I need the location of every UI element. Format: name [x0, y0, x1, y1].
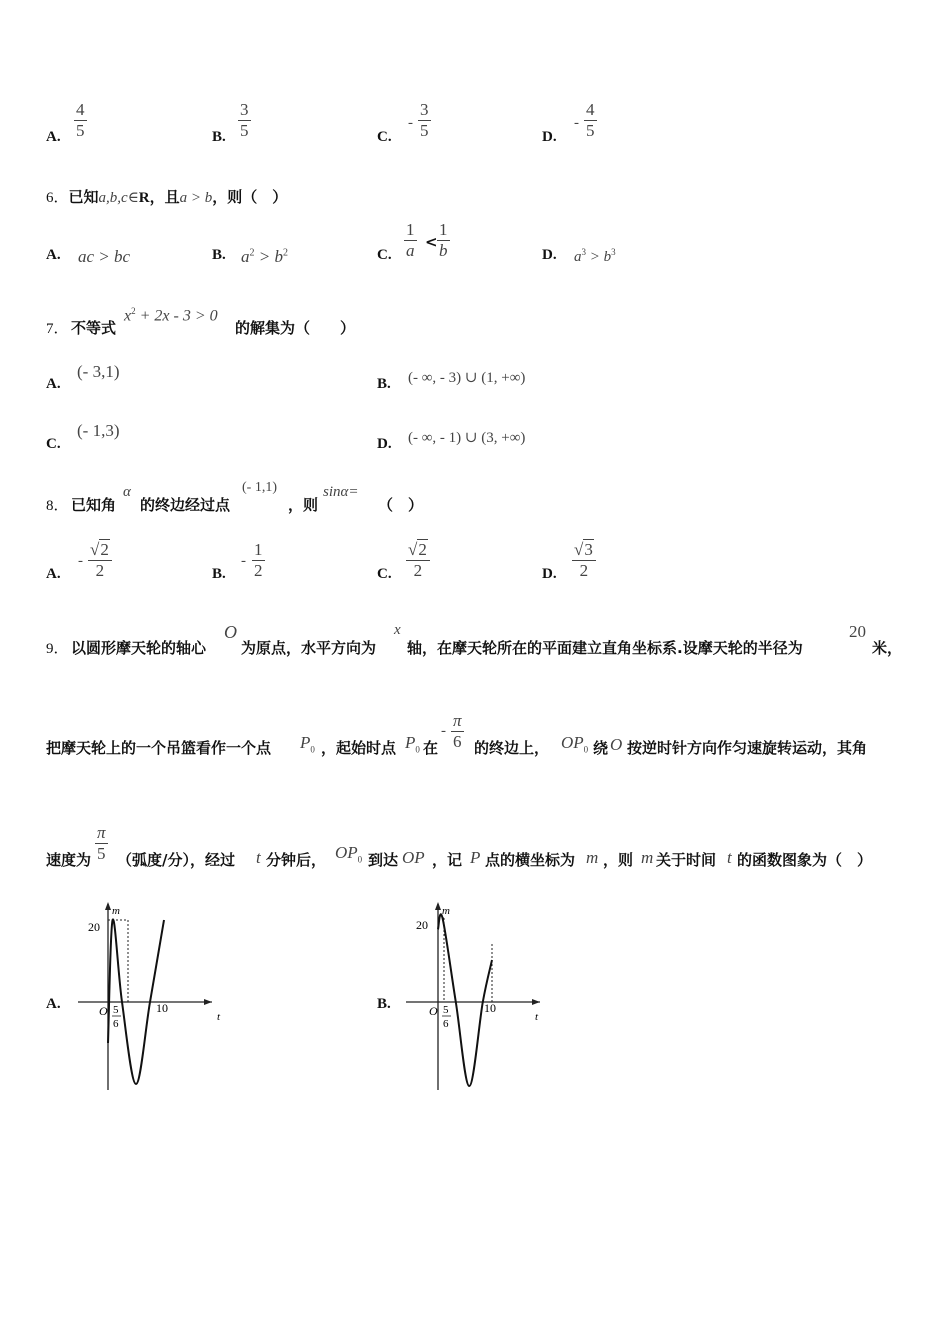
q9-line1-x: x	[394, 622, 401, 638]
q9-line3-f: 点的横坐标为	[485, 851, 576, 869]
y-tick-label: 20	[88, 920, 100, 934]
q6-option-c-label: C.	[377, 247, 392, 263]
q9-line3-e: ，记	[432, 851, 463, 869]
y-axis-arrow-icon	[105, 902, 111, 910]
q5-option-c-sign: -	[408, 115, 413, 131]
y-tick-label: 20	[416, 918, 428, 932]
q9-line2-b: ，起始时点	[321, 739, 397, 757]
q5-option-d-label: D.	[542, 129, 557, 145]
q9-graph-a-label: A.	[46, 996, 61, 1012]
q8-stem-prefix: 已知角	[71, 496, 117, 514]
q5-option-a-label: A.	[46, 129, 61, 145]
q5-option-a-num: 4	[76, 100, 85, 119]
q5-option-b-den: 5	[240, 121, 249, 140]
q7-stem-prefix: 不等式	[71, 319, 117, 337]
q9-line3-m: m	[586, 848, 599, 867]
q8-stem-mid: 的终边经过点	[140, 496, 231, 514]
q8-option-c-den: 2	[406, 560, 430, 581]
q8-option-b-den: 2	[254, 561, 263, 580]
q9-line2-op0	[561, 733, 588, 754]
q9-line3-pi: π	[97, 823, 106, 842]
q9-line2-op-sub: 0	[583, 744, 589, 755]
q6-option-d-gt: >	[586, 249, 604, 265]
sqrt-icon: √	[574, 540, 584, 559]
q9-line3-five: 5	[95, 843, 108, 864]
q9-line2-e: 绕	[593, 739, 609, 757]
q9-line1-origin: O	[224, 622, 237, 642]
q5-option-b-fraction	[238, 100, 251, 141]
q6-stem-condition: a > b	[179, 190, 213, 206]
q9-line3-op0	[335, 843, 362, 864]
q9-line2-f: 按逆时针方向作匀速旋转运动，其角	[627, 739, 868, 757]
q7-stem-suffix: 的解集为（ ）	[235, 319, 356, 337]
q6-option-c-lt: <	[425, 233, 438, 251]
q8-option-c-label: C.	[377, 566, 392, 582]
q8-option-a-den: 2	[88, 560, 112, 581]
q5-option-d-sign: -	[574, 115, 579, 131]
q9-line3-c: 分钟后，	[266, 851, 327, 869]
q6-option-b-a-exp: 2	[249, 247, 255, 259]
q8-option-a-radicand: 2	[100, 540, 109, 559]
q9-graph-a	[70, 900, 230, 1100]
q8-option-d-radicand: 3	[584, 540, 593, 559]
q7-option-d-label: D.	[377, 436, 392, 452]
q7-option-b: (- ∞, - 3) ∪ (1, +∞)	[408, 370, 526, 386]
q9-line2-six: 6	[451, 731, 464, 752]
q6-option-d	[574, 247, 616, 266]
q9-line2-pb: P	[405, 733, 416, 752]
q6-option-c-num-1: 1	[406, 220, 415, 239]
q9-graph-b	[398, 900, 558, 1100]
q9-line2-p0b	[405, 733, 420, 754]
q9-line2-pi: π	[453, 711, 462, 730]
q8-point: (- 1,1)	[242, 480, 277, 495]
q6-option-b-b: b	[274, 247, 283, 266]
q8-option-b-label: B.	[212, 566, 226, 582]
q7-option-d: (- ∞, - 1) ∪ (3, +∞)	[408, 430, 526, 446]
q9-line1-d: 米，	[872, 639, 903, 657]
x-tick-label-10: 10	[484, 1001, 496, 1015]
q5-option-b-num: 3	[240, 100, 249, 119]
q6-option-d-label: D.	[542, 247, 557, 263]
q5-option-c-den: 5	[420, 121, 429, 140]
q8-option-a-fraction	[88, 540, 112, 581]
q9-line3-op-zero: OP	[335, 843, 358, 862]
q9-line3-d: 到达	[368, 851, 399, 869]
q9-line3-op: OP	[402, 848, 425, 867]
x-tick-label-num: 5	[113, 1004, 119, 1016]
q9-line2-sign: -	[441, 723, 446, 739]
q9-line2-op: OP	[561, 733, 584, 752]
q8-paren: （ ）	[378, 496, 424, 514]
q9-line1-a: 以圆形摩天轮的轴心	[71, 639, 207, 657]
q6-stem-mid: ，且	[149, 188, 180, 206]
q9-line1-b: 为原点，水平方向为	[241, 639, 377, 657]
y-axis-label: m	[442, 905, 450, 917]
q8-stem-then: ，则	[288, 496, 319, 514]
q8-alpha: α	[123, 484, 131, 500]
q8-option-c-radicand: 2	[418, 540, 427, 559]
q6-option-c-num-2: 1	[439, 220, 448, 239]
q9-line2-c: 在	[423, 739, 439, 757]
q6-option-d-a: a	[574, 249, 582, 265]
y-axis-label: m	[112, 905, 120, 917]
q6-option-c-den-1: a	[406, 241, 415, 260]
q9-line3-b: （弧度/分），经过	[117, 851, 235, 869]
x-axis-arrow-icon	[532, 999, 540, 1005]
q5-option-c-fraction	[418, 100, 431, 141]
q9-line3-i: 的函数图象为（ ）	[737, 851, 873, 869]
q9-line3-a: 速度为	[46, 851, 92, 869]
x-tick-label-den: 6	[113, 1018, 119, 1030]
q7-inequality	[124, 306, 218, 325]
q6-option-b	[241, 247, 288, 267]
q6-option-d-a-exp: 3	[581, 247, 586, 257]
x-tick-label-num: 5	[443, 1004, 449, 1016]
q9-line2-p0	[300, 733, 315, 754]
q8-sin: sinα=	[323, 484, 359, 500]
q5-option-c-num: 3	[420, 100, 429, 119]
q9-line1-radius: 20	[849, 622, 866, 641]
q8-option-d-den: 2	[572, 560, 596, 581]
x-tick-label-den: 6	[443, 1018, 449, 1030]
q6-option-a-label: A.	[46, 247, 61, 263]
q9-line2-o: O	[610, 735, 623, 754]
origin-label: O	[99, 1004, 108, 1018]
q9-line2-p-sub: 0	[310, 744, 315, 755]
q6-stem-vars: a,b,c∈	[98, 190, 139, 206]
q9-line3-t2: t	[727, 848, 732, 867]
q7-inequality-x: x	[124, 307, 132, 325]
q7-option-b-label: B.	[377, 376, 391, 392]
q6-option-d-b: b	[603, 249, 612, 265]
q9-line2-p: P	[300, 733, 311, 752]
q9-line1-c: 轴，在摩天轮所在的平面建立直角坐标系.设摩天轮的半径为	[407, 639, 803, 657]
origin-label: O	[429, 1004, 438, 1018]
q9-line3-m2: m	[641, 848, 654, 867]
q6-stem-reals: R	[138, 190, 150, 206]
q6-stem-prefix: 已知	[68, 188, 99, 206]
q9-line3-speed-fraction	[95, 823, 108, 864]
q6-number: 6．	[46, 190, 69, 206]
sqrt-icon: √	[408, 540, 418, 559]
q5-option-b-label: B.	[212, 129, 226, 145]
q5-option-a-fraction	[74, 100, 87, 141]
q5-option-a-den: 5	[76, 121, 85, 140]
x-axis-label: t	[535, 1011, 539, 1023]
q7-inequality-rest: + 2x - 3 > 0	[135, 307, 218, 325]
q8-option-b-num: 1	[254, 540, 263, 559]
x-tick-label-10: 10	[156, 1001, 168, 1015]
q6-option-b-gt: >	[254, 247, 275, 266]
q8-option-d-label: D.	[542, 566, 557, 582]
q8-option-b-fraction	[252, 540, 265, 581]
q7-option-c: (- 1,3)	[77, 421, 120, 440]
q9-line2-d: 的终边上，	[474, 739, 550, 757]
q9-graph-b-label: B.	[377, 996, 391, 1012]
q9-number: 9．	[46, 641, 69, 657]
x-axis-label: t	[217, 1011, 221, 1023]
q8-option-d-fraction	[572, 540, 596, 581]
q9-line3-h: 关于时间	[656, 851, 717, 869]
y-axis-arrow-icon	[435, 902, 441, 910]
q7-option-a: (- 3,1)	[77, 362, 120, 381]
x-axis-arrow-icon	[204, 999, 212, 1005]
q8-option-a-label: A.	[46, 566, 61, 582]
q9-line3-g: ，则	[603, 851, 634, 869]
q8-option-c-fraction	[406, 540, 430, 581]
q9-line3-p: P	[470, 848, 481, 867]
q6-stem	[46, 186, 287, 207]
q6-option-c-fraction-1	[404, 220, 417, 261]
q8-number: 8．	[46, 498, 69, 514]
q6-option-d-b-exp: 3	[611, 247, 616, 257]
q9-line2-a: 把摩天轮上的一个吊篮看作一个点	[46, 739, 272, 757]
q5-option-d-fraction	[584, 100, 597, 141]
q5-option-d-den: 5	[586, 121, 595, 140]
q7-inequality-exp: 2	[131, 306, 136, 316]
q7-option-a-label: A.	[46, 376, 61, 392]
q9-line3-op-sub: 0	[357, 854, 363, 865]
sqrt-icon: √	[90, 540, 100, 559]
q6-option-c-den-2: b	[439, 241, 448, 260]
q6-option-b-label: B.	[212, 247, 226, 263]
q5-option-d-num: 4	[586, 100, 595, 119]
q5-option-c-label: C.	[377, 129, 392, 145]
q6-option-c-fraction-2	[437, 220, 450, 261]
q7-option-c-label: C.	[46, 436, 61, 452]
q9-line2-pb-sub: 0	[415, 744, 420, 755]
series-line	[438, 914, 492, 1086]
q9-line3-t: t	[256, 848, 261, 867]
q6-stem-suffix: ，则（ ）	[212, 188, 288, 206]
q7-number: 7．	[46, 321, 69, 337]
q9-line2-angle-fraction	[451, 711, 464, 752]
q6-option-a: ac > bc	[78, 247, 131, 266]
q8-option-b-sign: -	[241, 553, 246, 569]
q6-option-b-b-exp: 2	[282, 247, 288, 259]
q8-option-a-sign: -	[78, 553, 83, 569]
q6-option-b-a: a	[241, 247, 250, 266]
